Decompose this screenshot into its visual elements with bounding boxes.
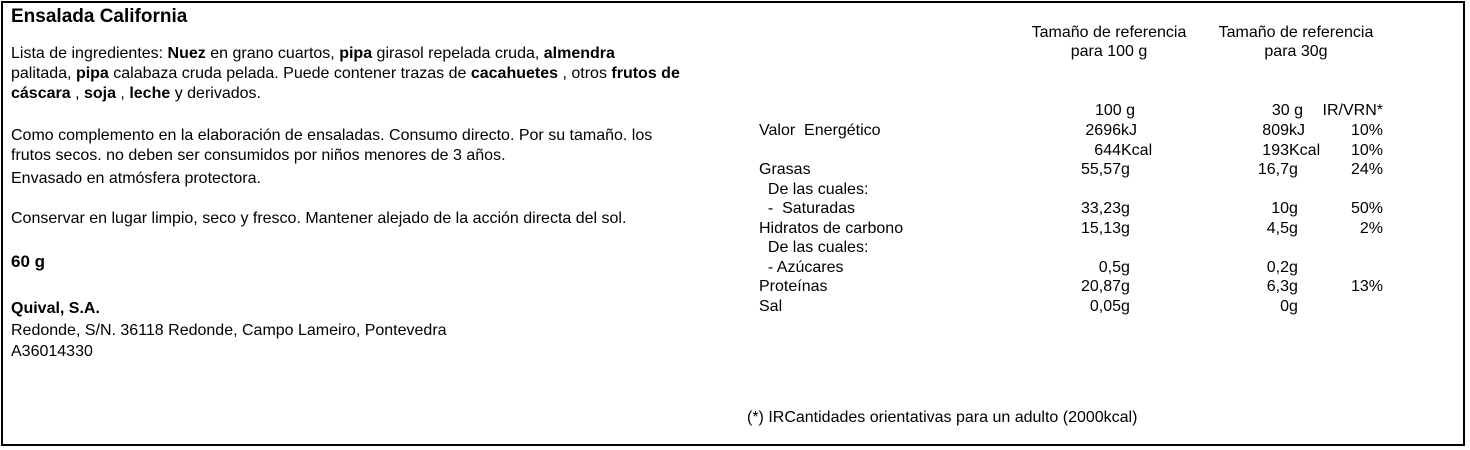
unit-30g-saturadas: g: [1289, 200, 1298, 217]
unit-100g-grasas: g: [1121, 161, 1130, 178]
value-100g-saturadas: 33,23: [1080, 200, 1121, 217]
ir-value-hidratos-de-carbono: 2%: [1359, 219, 1383, 237]
value-30g-hidratos-de-carbono: 4,5: [1266, 219, 1289, 237]
ingredients-line-1: Lista de ingredientes: Nuez en grano cuartos, pipa girasol repelada cruda, almendra: [11, 45, 615, 62]
value-100g-hidratos-de-carbono: 15,13: [1080, 219, 1121, 237]
ir-value: 10%: [1350, 141, 1383, 159]
unit-100g-hidratos-de-carbono: g: [1121, 219, 1130, 237]
unit-100g-valor-energetico: kJ: [1121, 122, 1137, 139]
company-id: A36014330: [11, 343, 93, 360]
ref-100-header: Tamaño de referencia para 100 g: [1031, 24, 1187, 60]
ir-value-proteinas: 13%: [1350, 278, 1383, 295]
net-weight: 60 g: [11, 252, 46, 271]
nutrient-label-grasas: Grasas: [759, 161, 811, 178]
nutrient-label-proteinas: Proteínas: [759, 278, 828, 295]
value-100g-valor-energetico: 2696: [1085, 122, 1121, 139]
unit-30g-sal: g: [1289, 297, 1298, 315]
product-label: [1, 1, 1465, 446]
unit-30g-valor-energetico: kJ: [1289, 122, 1305, 139]
unit-100g-saturadas: g: [1121, 200, 1130, 217]
nutrient-label-saturadas: - Saturadas: [759, 200, 856, 217]
usage-line-2: frutos secos. no deben ser consumidos por niños menores de 3 años.: [11, 147, 506, 164]
value-30g: 193: [1262, 141, 1289, 159]
col-ir-header: IR/VRN*: [1322, 102, 1383, 119]
value-30g-saturadas: 10: [1271, 200, 1289, 217]
product-name: Ensalada California: [11, 6, 188, 27]
value-30g-azucares: 0,2: [1266, 258, 1289, 276]
nutrient-label-de-las-cuales: De las cuales:: [759, 180, 869, 198]
unit-30g-proteinas: g: [1289, 278, 1298, 295]
value-100g-azucares: 0,5: [1098, 258, 1121, 276]
unit-100g-azucares: g: [1121, 258, 1130, 276]
nutrient-label-valor-energetico: Valor Energético: [759, 122, 881, 139]
unit-100g-proteinas: g: [1121, 278, 1130, 295]
ir-value-saturadas: 50%: [1350, 200, 1383, 217]
storage-note: Conservar en lugar limpio, seco y fresco. Mantener alejado de la acción directa del sol.: [11, 210, 627, 227]
ir-value-grasas: 24%: [1350, 161, 1383, 178]
ingredients-line-3: cáscara , soja , leche y derivados.: [11, 85, 261, 102]
value-100g-sal: 0,05: [1089, 297, 1121, 315]
value-100g: 644: [1094, 141, 1121, 159]
nutrient-label-sal: Sal: [759, 297, 783, 315]
unit-30g-azucares: g: [1289, 258, 1298, 276]
unit-30g: Kcal: [1289, 141, 1321, 159]
packaging-note: Envasado en atmósfera protectora.: [11, 170, 261, 187]
unit-30g-grasas: g: [1289, 161, 1298, 178]
nutrient-label-hidratos-de-carbono: Hidratos de carbono: [759, 219, 904, 237]
value-30g-valor-energetico: 809: [1262, 122, 1289, 139]
value-30g-sal: 0: [1280, 297, 1289, 315]
value-100g-proteinas: 20,87: [1080, 278, 1121, 295]
company-address: Redonde, S/N. 36118 Redonde, Campo Lameiro, Pontevedra: [11, 322, 447, 339]
unit-100g-sal: g: [1121, 297, 1130, 315]
nutrient-label-de-las-cuales: De las cuales:: [759, 239, 869, 256]
value-30g-grasas: 16,7: [1257, 161, 1289, 178]
unit-30g-hidratos-de-carbono: g: [1289, 219, 1298, 237]
company-name: Quival, S.A.: [11, 300, 100, 317]
ref-30-header: Tamaño de referencia para 30g: [1218, 24, 1374, 60]
nutrient-label-azucares: - Azúcares: [759, 258, 844, 276]
ingredients-line-2: palitada, pipa calabaza cruda pelada. Puede contener trazas de cacahuetes , otros frutos de: [11, 65, 680, 82]
footnote: (*) IRCantidades orientativas para un adulto (2000kcal): [747, 409, 1138, 426]
col-30g-header: 30 g: [1271, 102, 1303, 119]
unit-100g: Kcal: [1121, 141, 1153, 159]
col-100g-header: 100 g: [1094, 102, 1135, 119]
ir-value-valor-energetico: 10%: [1350, 122, 1383, 139]
value-30g-proteinas: 6,3: [1266, 278, 1289, 295]
usage-line-1: Como complemento en la elaboración de ensaladas. Consumo directo. Por su tamaño. los: [11, 127, 653, 144]
value-100g-grasas: 55,57: [1080, 161, 1121, 178]
